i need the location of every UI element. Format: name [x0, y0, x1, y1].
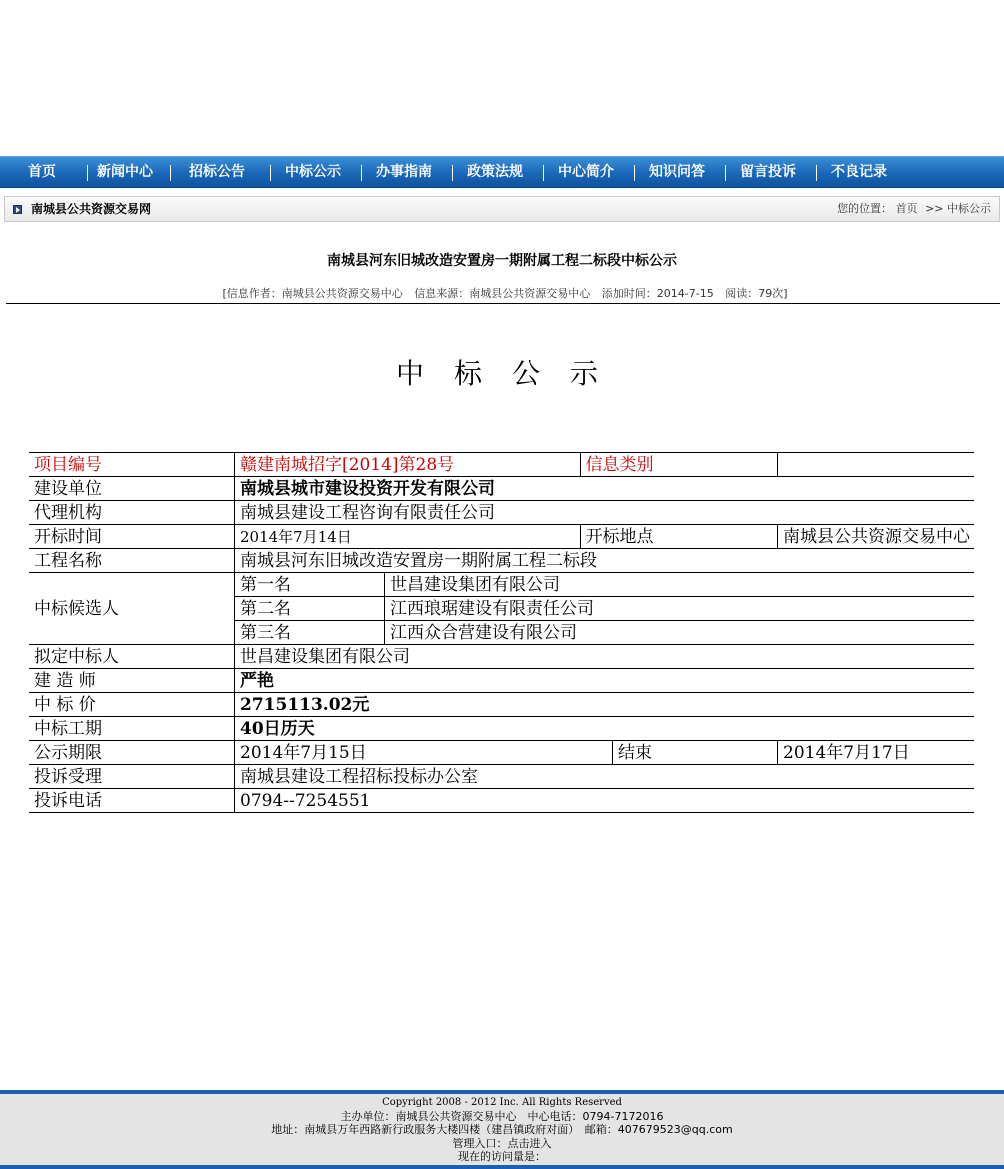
- table-row: [29, 549, 974, 573]
- table-row: [29, 789, 974, 813]
- builder-value: 南城县城市建设投资开发有限公司: [235, 477, 975, 501]
- nav-policy[interactable]: 政策法规: [467, 164, 523, 180]
- candidates-label: 中标候选人: [29, 573, 235, 645]
- nav-about[interactable]: 中心简介: [558, 164, 614, 180]
- candidate-rank: 第一名: [235, 573, 385, 597]
- nav-home[interactable]: 首页: [28, 164, 56, 180]
- table-row: [29, 741, 974, 765]
- engineer-value: 严艳: [235, 669, 975, 693]
- article-title: 南城县河东旧城改造安置房一期附属工程二标段中标公示: [327, 253, 677, 269]
- builder-label: 建设单位: [29, 477, 235, 501]
- nav-award[interactable]: 中标公示: [285, 164, 341, 180]
- phone-label: 投诉电话: [29, 789, 235, 813]
- phone-value: 0794--7254551: [235, 789, 975, 813]
- publicity-label: 公示期限: [29, 741, 235, 765]
- award-table: [29, 452, 974, 813]
- nav-separator: [452, 165, 453, 181]
- table-row: [29, 573, 974, 597]
- article-meta: [0, 285, 1004, 301]
- complaint-label: 投诉受理: [29, 765, 235, 789]
- nav-record[interactable]: 不良记录: [831, 164, 887, 180]
- period-value: 40日历天: [235, 717, 975, 741]
- arrow-square-icon: [13, 205, 22, 214]
- table-row: [29, 477, 974, 501]
- table-row: [29, 669, 974, 693]
- winner-value: 世昌建设集团有限公司: [235, 645, 975, 669]
- open-time-label: 开标时间: [29, 525, 235, 549]
- project-no-label: 项目编号: [29, 453, 235, 477]
- meta-bracket-close: ]: [783, 287, 788, 300]
- complaint-value: 南城县建设工程招标投标办公室: [235, 765, 975, 789]
- project-no-value: 赣建南城招字[2014]第28号: [235, 453, 581, 477]
- footer-border: [0, 1165, 1004, 1169]
- publicity-start: 2014年7月15日: [235, 741, 613, 765]
- nav-separator: [543, 165, 544, 181]
- footer: [0, 1090, 1004, 1169]
- breadcrumb-bar: [4, 196, 1000, 222]
- open-place-value: 南城县公共资源交易中心: [778, 525, 975, 549]
- footer-host: 主办单位：南城县公共资源交易中心 中心电话：0794-7172016: [340, 1109, 664, 1123]
- meta-reads: 阅读：79次: [725, 287, 784, 300]
- breadcrumb-separator: >>: [925, 202, 944, 215]
- table-row: [29, 693, 974, 717]
- nav-tender[interactable]: 招标公告: [189, 164, 245, 180]
- engineer-label: 建 造 师: [29, 669, 235, 693]
- page-heading: 中标公示: [395, 357, 628, 390]
- candidate-name: 江西众合营建设有限公司: [385, 621, 975, 645]
- site-name: 南城县公共资源交易网: [31, 202, 152, 216]
- winner-label: 拟定中标人: [29, 645, 235, 669]
- nav-separator: [816, 165, 817, 181]
- meta-added: 添加时间：2014-7-15: [601, 287, 714, 300]
- agent-label: 代理机构: [29, 501, 235, 525]
- table-row: [29, 765, 974, 789]
- candidate-name: 世昌建设集团有限公司: [385, 573, 975, 597]
- nav-separator: [361, 165, 362, 181]
- main-nav: [0, 156, 1004, 188]
- info-type-value: [778, 453, 975, 477]
- price-value: 2715113.02元: [235, 693, 975, 717]
- candidate-rank: 第三名: [235, 621, 385, 645]
- nav-complaint[interactable]: 留言投诉: [740, 164, 796, 180]
- meta-source: 信息来源：南城县公共资源交易中心: [414, 287, 591, 300]
- admin-link[interactable]: 管理入口：点击进入: [452, 1136, 552, 1150]
- nav-separator: [170, 165, 171, 181]
- period-label: 中标工期: [29, 717, 235, 741]
- meta-bracket-open: [: [222, 287, 227, 300]
- nav-faq[interactable]: 知识问答: [649, 164, 705, 180]
- agent-value: 南城县建设工程咨询有限责任公司: [235, 501, 975, 525]
- publicity-end-label: 结束: [613, 741, 778, 765]
- breadcrumb: [833, 197, 991, 221]
- table-row: [29, 717, 974, 741]
- project-name-label: 工程名称: [29, 549, 235, 573]
- divider: [6, 303, 1000, 304]
- nav-guide[interactable]: 办事指南: [376, 164, 432, 180]
- project-name-value: 南城县河东旧城改造安置房一期附属工程二标段: [235, 549, 975, 573]
- nav-news[interactable]: 新闻中心: [97, 164, 153, 180]
- copyright: Copyright 2008 - 2012 Inc. All Rights Reserved: [382, 1097, 622, 1108]
- footer-address: 地址：南城县万年西路新行政服务大楼四楼（建昌镇政府对面） 邮箱：407679523@qq.com: [271, 1123, 733, 1136]
- visit-counter: 现在的访问量是：: [458, 1150, 546, 1163]
- open-place-label: 开标地点: [580, 525, 777, 549]
- candidate-rank: 第二名: [235, 597, 385, 621]
- nav-separator: [270, 165, 271, 181]
- open-time-value: 2014年7月14日: [235, 525, 581, 549]
- nav-separator: [634, 165, 635, 181]
- table-row: [29, 453, 974, 477]
- meta-author: 信息作者：南城县公共资源交易中心: [226, 287, 403, 300]
- nav-separator: [725, 165, 726, 181]
- nav-separator: [87, 165, 88, 181]
- table-row: [29, 525, 974, 549]
- price-label: 中 标 价: [29, 693, 235, 717]
- table-row: [29, 645, 974, 669]
- breadcrumb-current[interactable]: 中标公示: [947, 202, 991, 215]
- table-row: [29, 501, 974, 525]
- candidate-name: 江西琅琚建设有限责任公司: [385, 597, 975, 621]
- publicity-end: 2014年7月17日: [778, 741, 975, 765]
- breadcrumb-home[interactable]: 首页: [895, 202, 918, 215]
- info-type-label: 信息类别: [580, 453, 777, 477]
- location-label: 您的位置：: [837, 202, 893, 215]
